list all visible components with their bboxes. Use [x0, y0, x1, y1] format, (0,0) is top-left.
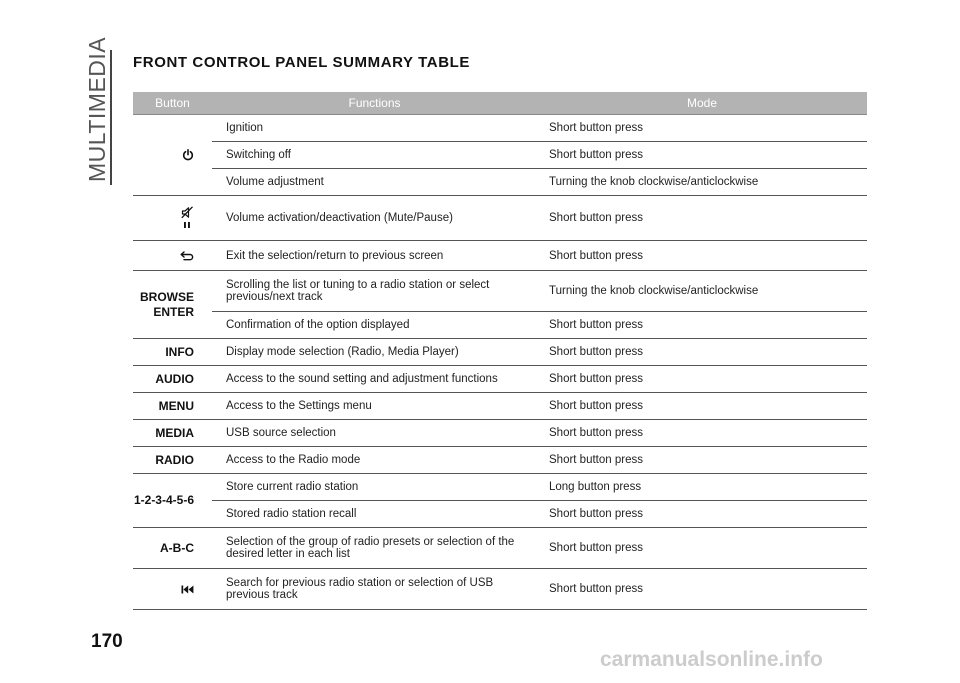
- button-cell-browse-enter: [133, 271, 212, 339]
- function-cell: Volume activation/deactivation (Mute/Pause): [212, 196, 537, 241]
- mode-cell: Turning the knob clockwise/anticlockwise: [537, 271, 867, 312]
- table-row: [133, 142, 867, 169]
- skip-previous-icon: [181, 585, 194, 594]
- function-cell: Volume adjustment: [212, 169, 537, 196]
- page-title: FRONT CONTROL PANEL SUMMARY TABLE: [133, 54, 471, 71]
- table-row: [133, 241, 867, 271]
- button-label-abc: A-B-C: [133, 528, 212, 569]
- function-cell: Confirmation of the option displayed: [212, 312, 537, 339]
- page-number: 170: [91, 631, 123, 652]
- table-row: [133, 196, 867, 241]
- function-cell: Scrolling the list or tuning to a radio station or select previous/next track: [212, 271, 537, 312]
- button-cell-skip-previous: [133, 569, 212, 610]
- function-cell: Store current radio station: [212, 474, 537, 501]
- table-row: [133, 501, 867, 528]
- footer-watermark: carmanualsonline.info: [600, 648, 823, 671]
- mode-cell: Short button press: [537, 393, 867, 420]
- mode-cell: Short button press: [537, 501, 867, 528]
- mode-cell: Short button press: [537, 142, 867, 169]
- button-label-browse: BROWSE: [140, 290, 194, 305]
- table-row: [133, 528, 867, 569]
- button-cell-power: [133, 115, 212, 196]
- header-mode: Mode: [537, 92, 867, 115]
- button-label-enter: ENTER: [153, 304, 194, 319]
- mute-pause-icon: [181, 206, 194, 230]
- back-arrow-icon: [180, 251, 194, 261]
- function-cell: Switching off: [212, 142, 537, 169]
- mode-cell: Short button press: [537, 312, 867, 339]
- button-cell-back: [133, 241, 212, 271]
- mode-cell: Short button press: [537, 241, 867, 271]
- table-row: [133, 115, 867, 142]
- power-icon: [182, 149, 194, 161]
- function-cell: Access to the sound setting and adjustment functions: [212, 366, 537, 393]
- table-row: [133, 474, 867, 501]
- mode-cell: Turning the knob clockwise/anticlockwise: [537, 169, 867, 196]
- mode-cell: Short button press: [537, 339, 867, 366]
- summary-table: [133, 92, 867, 610]
- table-row: [133, 393, 867, 420]
- header-functions: Functions: [212, 92, 537, 115]
- table-row: [133, 447, 867, 474]
- header-button: Button: [133, 92, 212, 115]
- button-label-radio: RADIO: [133, 447, 212, 474]
- mode-cell: Short button press: [537, 420, 867, 447]
- button-label-audio: AUDIO: [133, 366, 212, 393]
- mode-cell: Long button press: [537, 474, 867, 501]
- table-row: [133, 271, 867, 312]
- function-cell: Access to the Radio mode: [212, 447, 537, 474]
- button-label-menu: MENU: [133, 393, 212, 420]
- mode-cell: Short button press: [537, 569, 867, 610]
- table-row: [133, 339, 867, 366]
- function-cell: Selection of the group of radio presets or selection of the desired letter in each list: [212, 528, 537, 569]
- table-header-row: [133, 92, 867, 115]
- function-cell: Exit the selection/return to previous screen: [212, 241, 537, 271]
- function-cell: Display mode selection (Radio, Media Player): [212, 339, 537, 366]
- table-row: [133, 569, 867, 610]
- mode-cell: Short button press: [537, 366, 867, 393]
- function-cell: Access to the Settings menu: [212, 393, 537, 420]
- table-row: [133, 366, 867, 393]
- function-cell: Ignition: [212, 115, 537, 142]
- mode-cell: Short button press: [537, 115, 867, 142]
- function-cell: Search for previous radio station or selection of USB previous track: [212, 569, 537, 610]
- button-label-media: MEDIA: [133, 420, 212, 447]
- table-row: [133, 420, 867, 447]
- section-label: MULTIMEDIA: [84, 36, 110, 182]
- function-cell: USB source selection: [212, 420, 537, 447]
- button-label-info: INFO: [133, 339, 212, 366]
- mode-cell: Short button press: [537, 447, 867, 474]
- button-label-presets: 1-2-3-4-5-6: [133, 474, 212, 528]
- function-cell: Stored radio station recall: [212, 501, 537, 528]
- mode-cell: Short button press: [537, 528, 867, 569]
- mode-cell: Short button press: [537, 196, 867, 241]
- button-cell-mute: [133, 196, 212, 241]
- table-row: [133, 312, 867, 339]
- table-row: [133, 169, 867, 196]
